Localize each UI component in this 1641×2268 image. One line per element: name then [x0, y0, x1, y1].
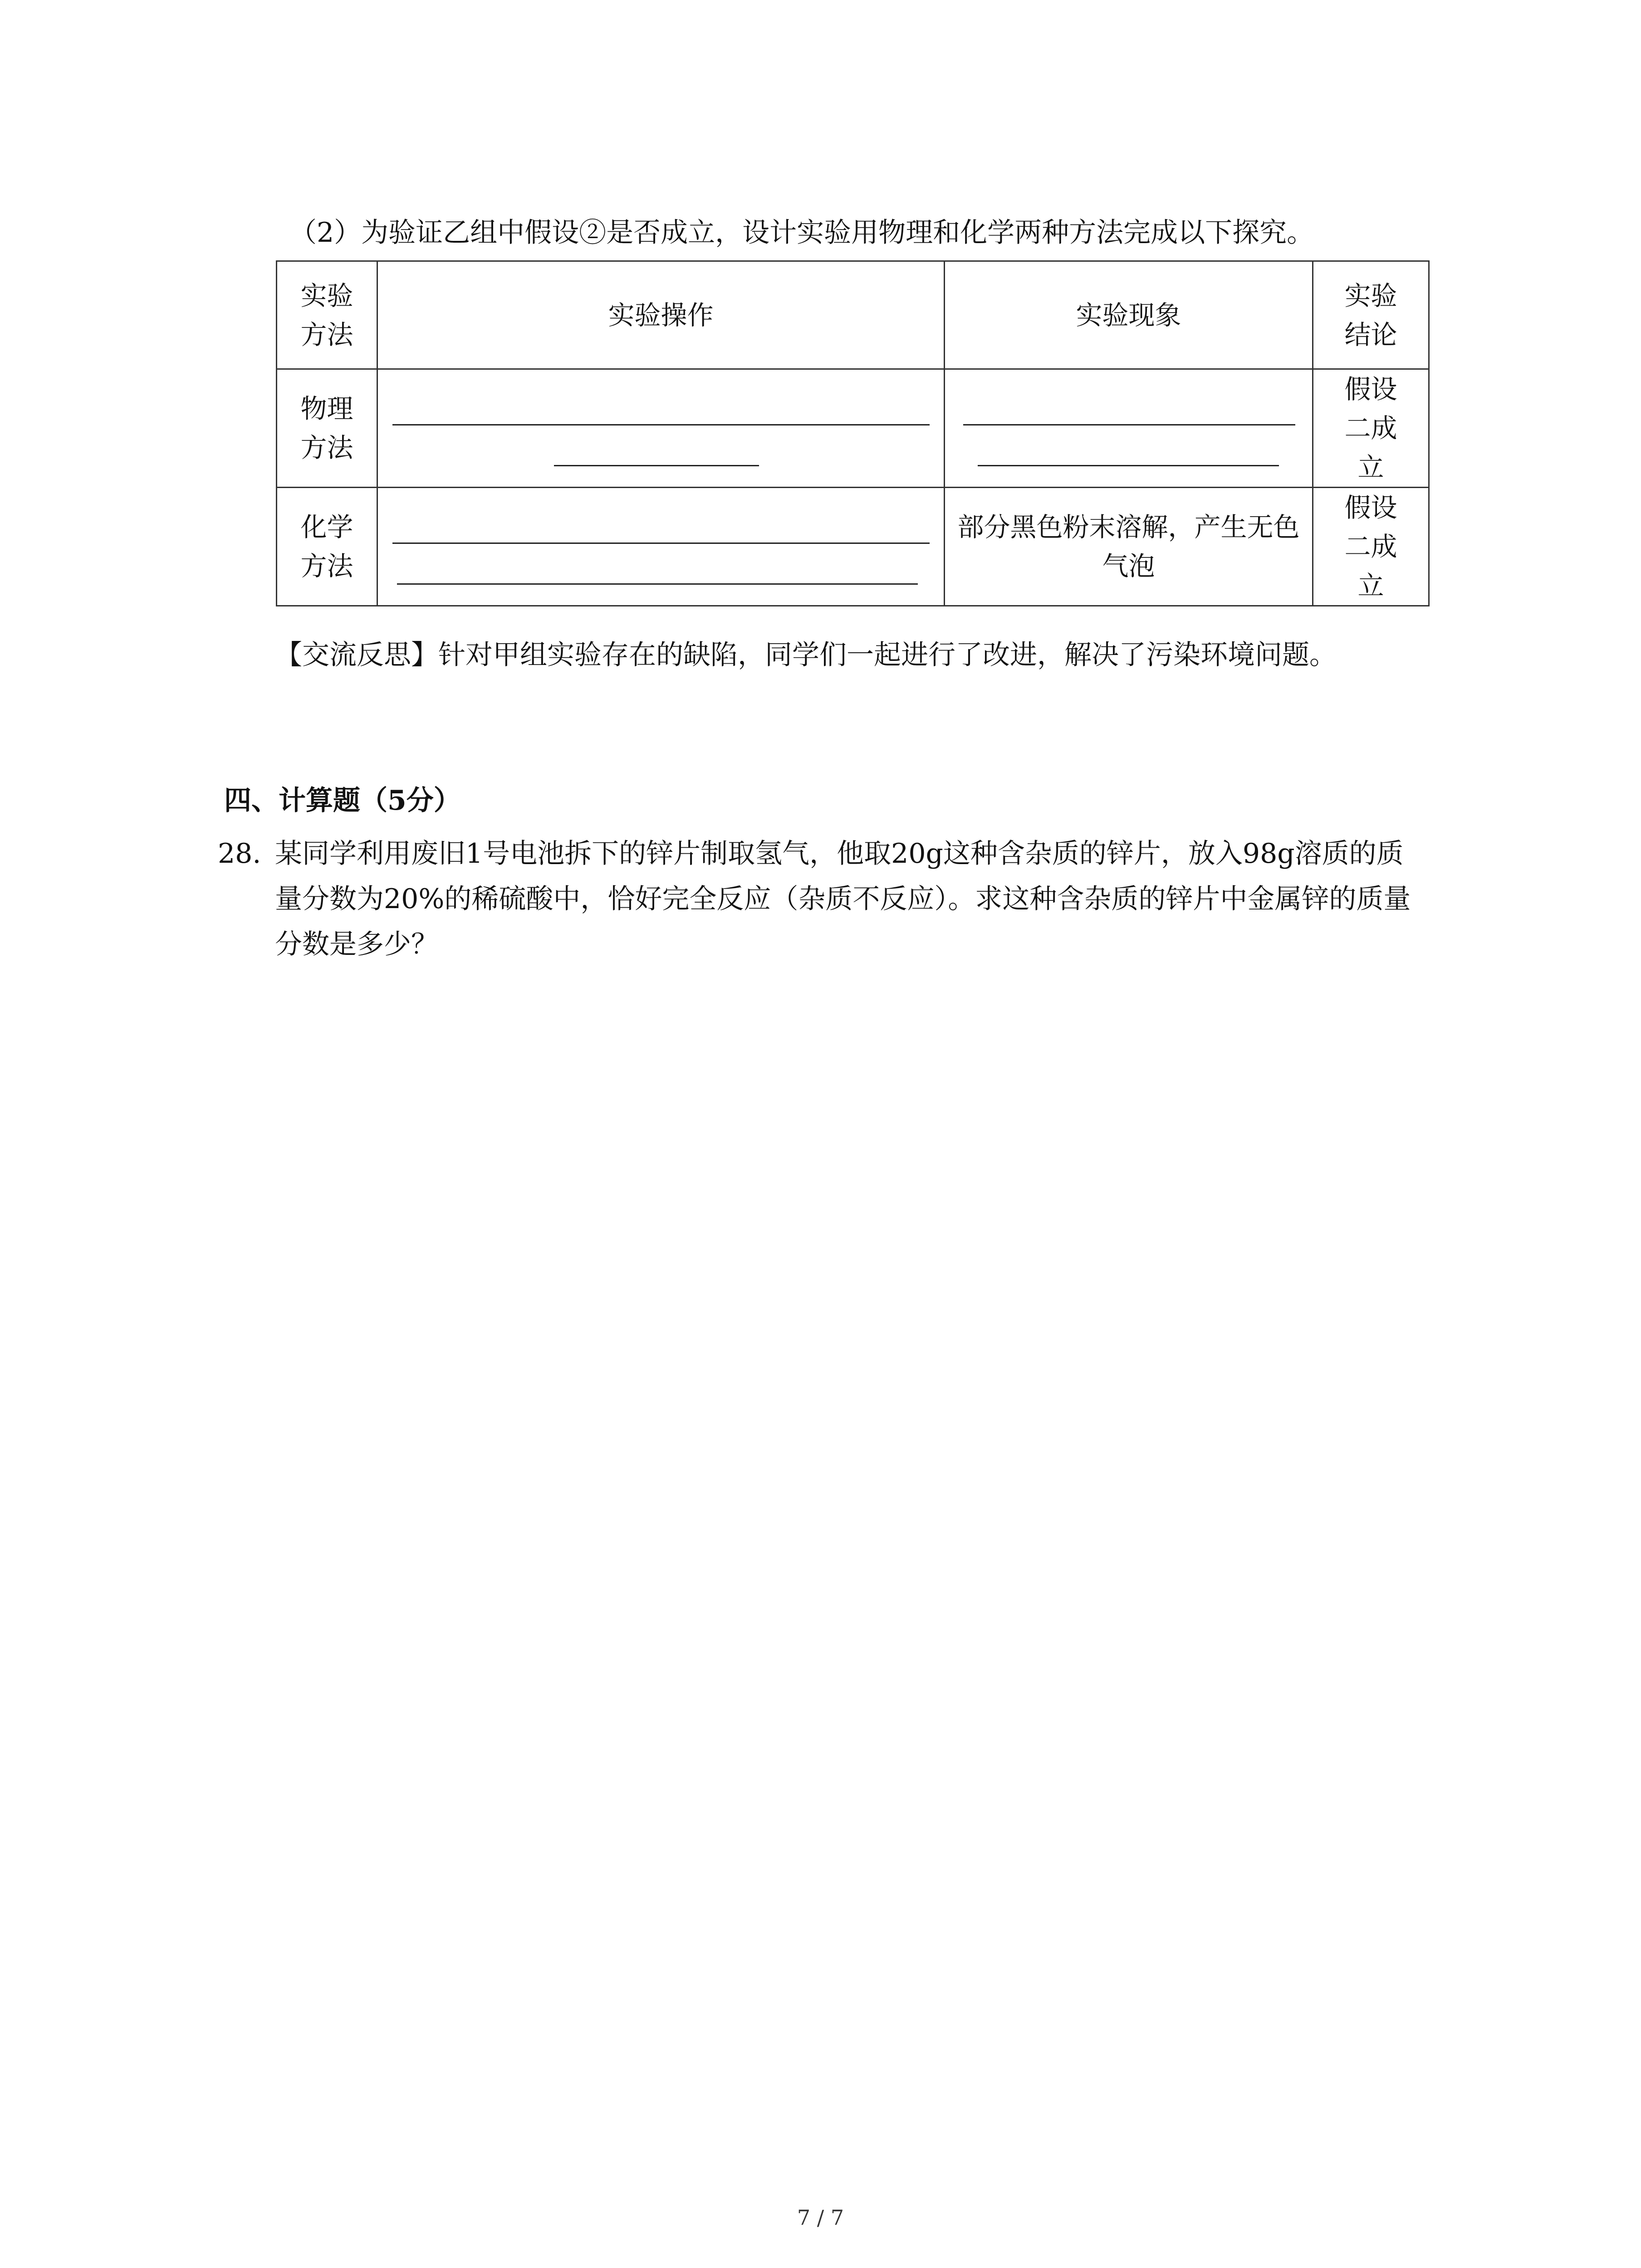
experiment-table [276, 260, 1430, 606]
page-number: 7 / 7 [797, 2205, 844, 2230]
answer-blank-line [978, 465, 1279, 466]
row-chemical-phenomenon: 部分黑色粉末溶解，产生无色气泡 [945, 488, 1313, 606]
header-operation: 实验操作 [377, 261, 945, 369]
question-28 [218, 831, 1425, 967]
answer-blank-line [397, 583, 918, 585]
row-physical-phenomenon [945, 369, 1313, 488]
row-physical-conclusion: 假设二成立 [1313, 369, 1429, 488]
row-chemical-operation [377, 488, 945, 606]
table-row-chemical [277, 488, 1429, 606]
header-conclusion: 实验结论 [1313, 261, 1429, 369]
row-chemical-conclusion: 假设二成立 [1313, 488, 1429, 606]
row-physical-method: 物理方法 [277, 369, 377, 488]
question-28-number: 28. [218, 838, 261, 870]
question-28-text: 某同学利用废旧1号电池拆下的锌片制取氢气，他取20g这种含杂质的锌片，放入98g溶质的质量分数为20%的稀硫酸中，恰好完全反应（杂质不反应）。求这种含杂质的锌片中金属锌的质量分数是多少？ [275, 838, 1411, 960]
header-method: 实验方法 [277, 261, 377, 369]
table-header-row [277, 261, 1429, 369]
question-2-intro: （2）为验证乙组中假设②是否成立，设计实验用物理和化学两种方法完成以下探究。 [289, 217, 1314, 249]
reflection-paragraph: 【交流反思】针对甲组实验存在的缺陷，同学们一起进行了改进，解决了污染环境问题。 [275, 639, 1337, 671]
row-chemical-method: 化学方法 [277, 488, 377, 606]
table-row-physical [277, 369, 1429, 488]
section-4-title: 四、计算题（5分） [224, 785, 461, 816]
answer-blank-line [392, 543, 930, 544]
header-phenomenon: 实验现象 [945, 261, 1313, 369]
answer-blank-line [554, 465, 759, 466]
answer-blank-line [963, 424, 1295, 425]
answer-blank-line [392, 424, 930, 425]
row-physical-operation [377, 369, 945, 488]
